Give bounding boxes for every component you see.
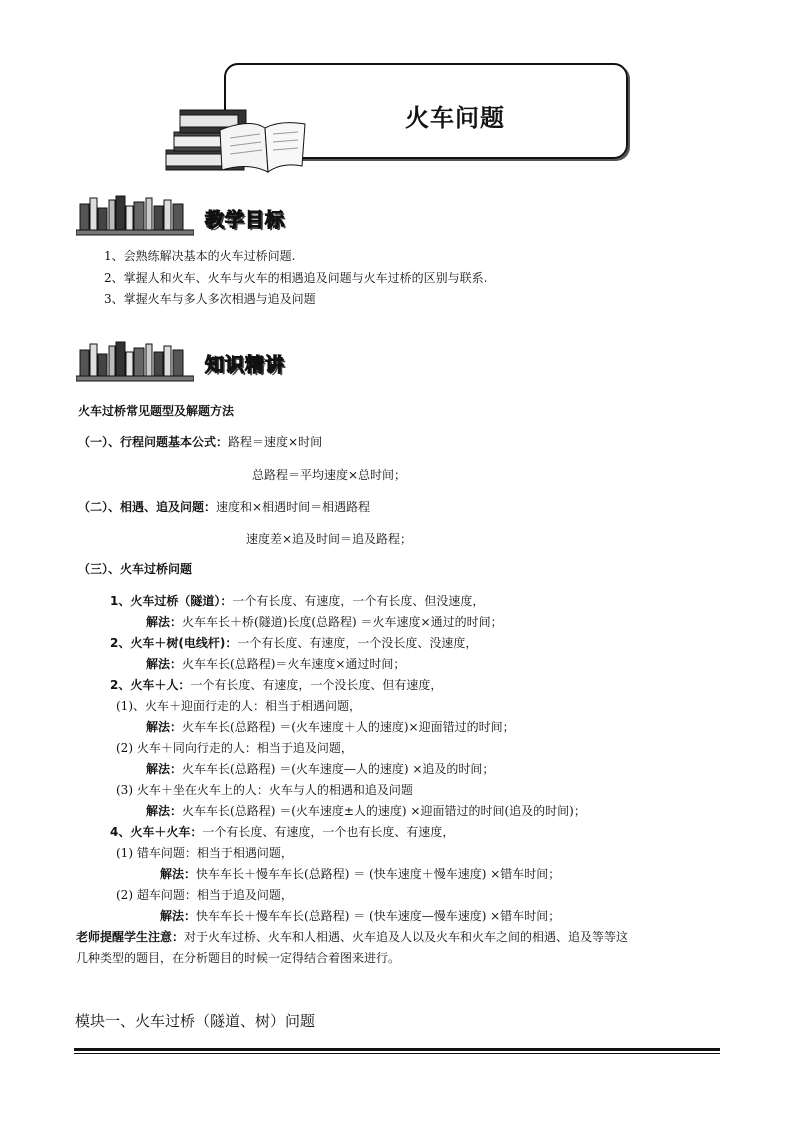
books-illustration-icon: [160, 100, 310, 179]
formula-text: 速度和×相遇时间＝相遇路程: [216, 500, 371, 514]
solution-label: 解法：: [146, 720, 183, 734]
type-label: 1、火车过桥（隧道）：: [110, 594, 233, 608]
type-row: [110, 592, 484, 609]
section-title-knowledge: 知识精讲: [205, 354, 286, 376]
teacher-note: [76, 928, 628, 945]
case-text: (1) 错车问题：相当于相遇问题，: [116, 846, 293, 860]
formula-label: （二）、相遇、追及问题：: [78, 500, 217, 514]
bookshelf-icon: [76, 194, 194, 240]
formula-label: （一）、行程问题基本公式：: [78, 435, 229, 449]
type-text: 一个有长度、有速度，一个也有长度、有速度，: [202, 825, 455, 839]
solution-label: 解法：: [146, 804, 183, 818]
solution-text: 火车车长(总路程) ＝(火车速度—人的速度) ×追及的时间；: [182, 762, 495, 776]
type-row: [110, 634, 477, 651]
solution-text: 火车车长(总路程) ＝(火车速度±人的速度) ×迎面错过的时间(追及的时间)；: [182, 804, 586, 818]
subheading: （三）、火车过桥问题: [78, 562, 193, 576]
formula-row: [78, 498, 370, 515]
case-text: (2) 火车＋同向行走的人：相当于追及问题，: [116, 741, 353, 755]
solution-label: 解法：: [146, 762, 183, 776]
type-text: 一个有长度、有速度，一个没长度、没速度，: [237, 636, 478, 650]
divider: [74, 1053, 720, 1054]
solution-row: [146, 655, 405, 672]
goal-item: 3、掌握火车与多人多次相遇与追及问题: [104, 292, 316, 306]
goal-item: 2、掌握人和火车、火车与火车的相遇追及问题与火车过桥的区别与联系.: [104, 271, 488, 285]
type-row: [110, 823, 454, 840]
solution-label: 解法：: [146, 615, 183, 629]
type-label: 2、火车＋人：: [110, 678, 191, 692]
solution-text: 火车车长(总路程) ＝(火车速度＋人的速度)×迎面错过的时间；: [182, 720, 515, 734]
formula-text: 路程＝速度×时间: [228, 435, 323, 449]
solution-row: [160, 865, 560, 882]
type-text: 一个有长度、有速度，一个没长度、但有速度，: [190, 678, 443, 692]
solution-row: [146, 613, 503, 630]
case-text: (3) 火车＋坐在火车上的人：火车与人的相遇和追及问题: [116, 783, 413, 797]
type-row: [110, 676, 442, 693]
type-label: 2、火车＋树(电线杆)：: [110, 636, 238, 650]
type-text: 一个有长度、有速度，一个有长度、但没速度，: [232, 594, 485, 608]
module-title: 模块一、火车过桥（隧道、树）问题: [75, 1012, 316, 1030]
solution-text: 火车车长(总路程)＝火车速度×通过时间；: [182, 657, 406, 671]
solution-text: 火车车长＋桥(隧道)长度(总路程) ＝火车速度×通过的时间；: [182, 615, 503, 629]
goal-item: 1、会熟练解决基本的火车过桥问题.: [104, 249, 296, 263]
page-title: 火车问题: [405, 104, 505, 132]
solution-row: [146, 760, 494, 777]
section-title-goals: 教学目标: [205, 209, 286, 231]
divider: [74, 1048, 720, 1051]
solution-label: 解法：: [146, 657, 183, 671]
note-text: 对于火车过桥、火车和人相遇、火车追及人以及火车和火车之间的相遇、追及等等这: [184, 930, 629, 944]
solution-text: 快车车长＋慢车车长(总路程) ＝ (快车速度—慢车速度) ×错车时间；: [196, 909, 561, 923]
solution-row: [146, 802, 586, 819]
bookshelf-icon: [76, 340, 194, 386]
formula-row: [78, 433, 322, 450]
solution-label: 解法：: [160, 909, 197, 923]
case-text: (1)、火车＋迎面行走的人：相当于相遇问题，: [116, 699, 361, 713]
solution-row: [146, 718, 515, 735]
type-label: 4、火车＋火车：: [110, 825, 203, 839]
case-text: (2) 超车问题：相当于追及问题，: [116, 888, 293, 902]
formula-text: 速度差×追及时间＝追及路程；: [246, 532, 413, 546]
knowledge-heading: 火车过桥常见题型及解题方法: [78, 404, 235, 418]
formula-text: 总路程＝平均速度×总时间；: [252, 468, 407, 482]
solution-text: 快车车长＋慢车车长(总路程) ＝ (快车速度＋慢车速度) ×错车时间；: [196, 867, 561, 881]
note-label: 老师提醒学生注意：: [76, 930, 185, 944]
solution-row: [160, 907, 560, 924]
solution-label: 解法：: [160, 867, 197, 881]
note-text: 几种类型的题目，在分析题目的时候一定得结合着图来进行。: [76, 951, 401, 965]
